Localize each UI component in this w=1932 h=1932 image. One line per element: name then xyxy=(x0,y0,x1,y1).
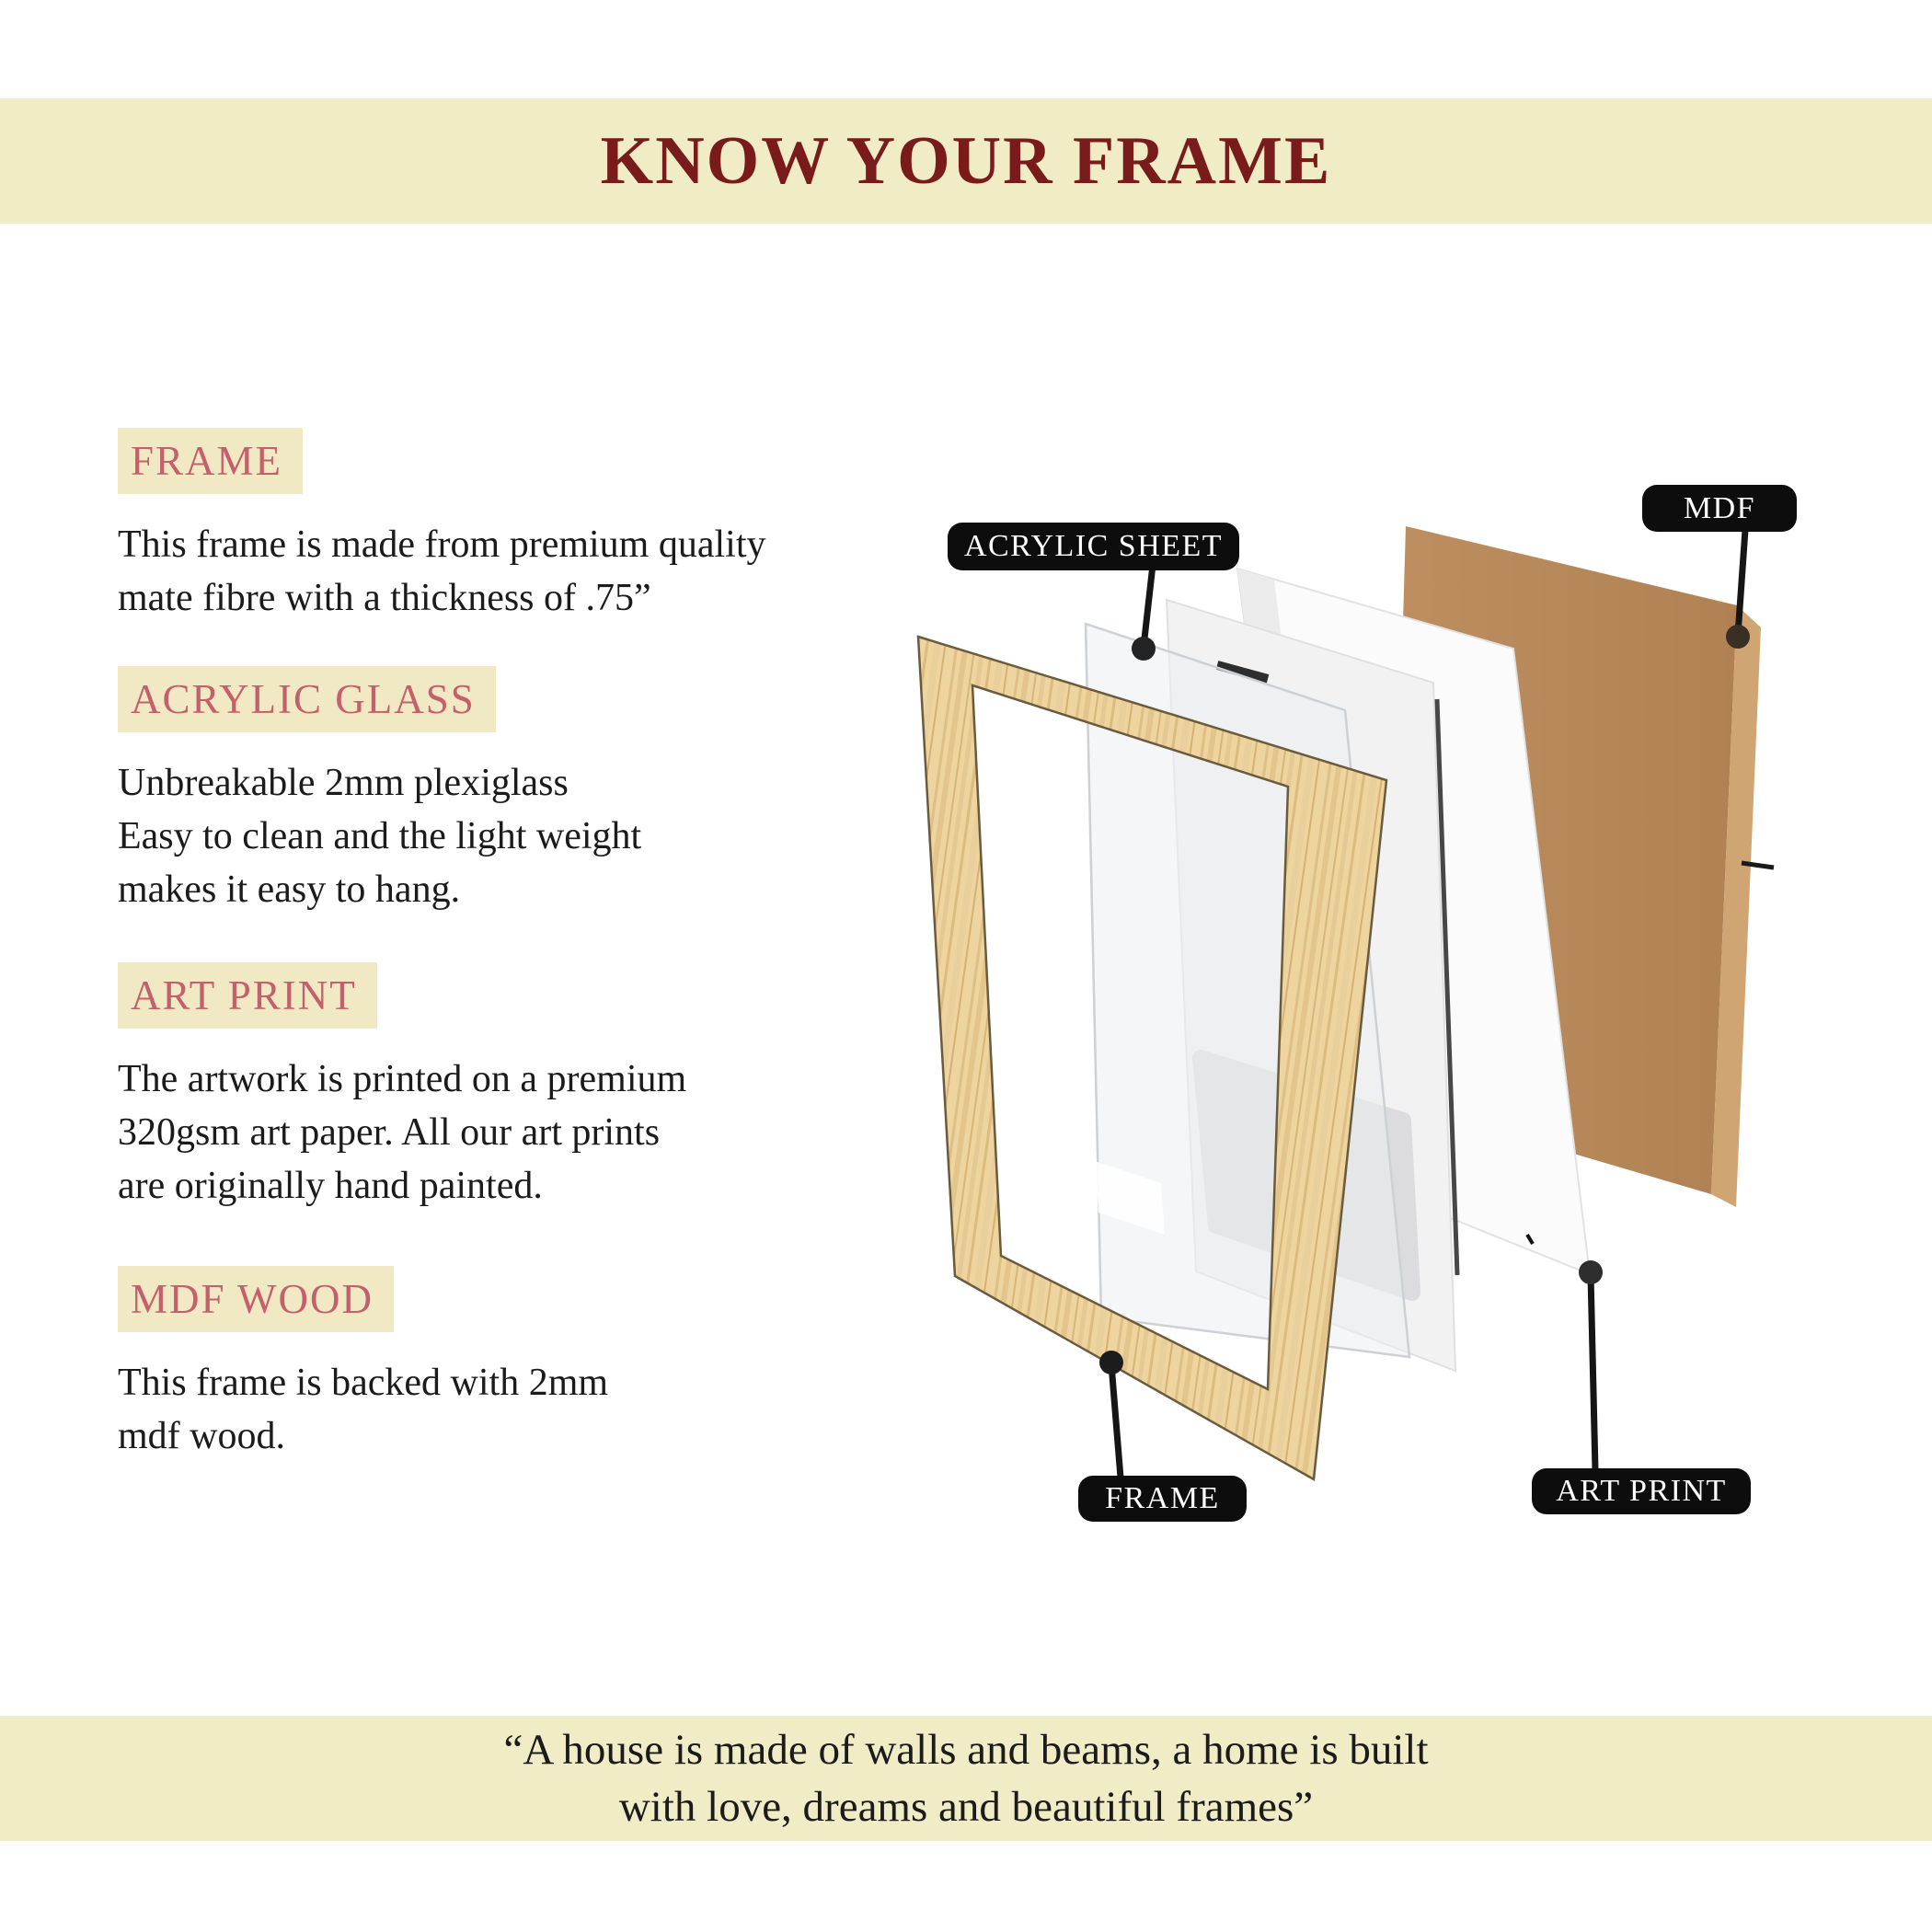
callout-line-acrylic-sheet xyxy=(1144,565,1153,647)
section-heading-mdf-wood: MDF WOOD xyxy=(118,1266,394,1332)
section-heading-acrylic-glass: ACRYLIC GLASS xyxy=(118,666,496,732)
quote-line-1: “A house is made of walls and beams, a home is built xyxy=(503,1726,1429,1774)
callout-line-art-print xyxy=(1591,1275,1595,1470)
callout-dot-art-print xyxy=(1579,1260,1603,1284)
label-frame: FRAME xyxy=(1078,1476,1247,1522)
callout-dot-frame xyxy=(1099,1351,1123,1374)
body-line: Unbreakable 2mm plexiglass xyxy=(118,762,569,804)
callout-dot-acrylic-sheet xyxy=(1132,637,1156,661)
label-acrylic-sheet: ACRYLIC SHEET xyxy=(948,523,1239,570)
label-mdf: MDF xyxy=(1642,485,1797,532)
section-heading-frame: FRAME xyxy=(118,428,303,494)
body-line: The artwork is printed on a premium xyxy=(118,1058,687,1100)
quote-line-2: with love, dreams and beautiful frames” xyxy=(618,1783,1314,1831)
body-line: makes it easy to hang. xyxy=(118,868,461,911)
body-line: are originally hand painted. xyxy=(118,1165,543,1207)
body-line: 320gsm art paper. All our art prints xyxy=(118,1111,661,1154)
page-title: KNOW YOUR FRAME xyxy=(600,122,1332,199)
body-line: mdf wood. xyxy=(118,1415,285,1457)
body-line: This frame is backed with 2mm xyxy=(118,1362,609,1404)
quote-banner xyxy=(0,1716,1932,1841)
callout-dot-mdf xyxy=(1726,625,1750,649)
label-art-print: ART PRINT xyxy=(1532,1468,1751,1514)
section-heading-art-print: ART PRINT xyxy=(118,962,377,1029)
body-line: mate fibre with a thickness of .75” xyxy=(118,577,651,619)
callout-line-frame xyxy=(1111,1364,1121,1478)
body-line: Easy to clean and the light weight xyxy=(118,815,642,857)
body-line: This frame is made from premium quality xyxy=(118,523,766,566)
